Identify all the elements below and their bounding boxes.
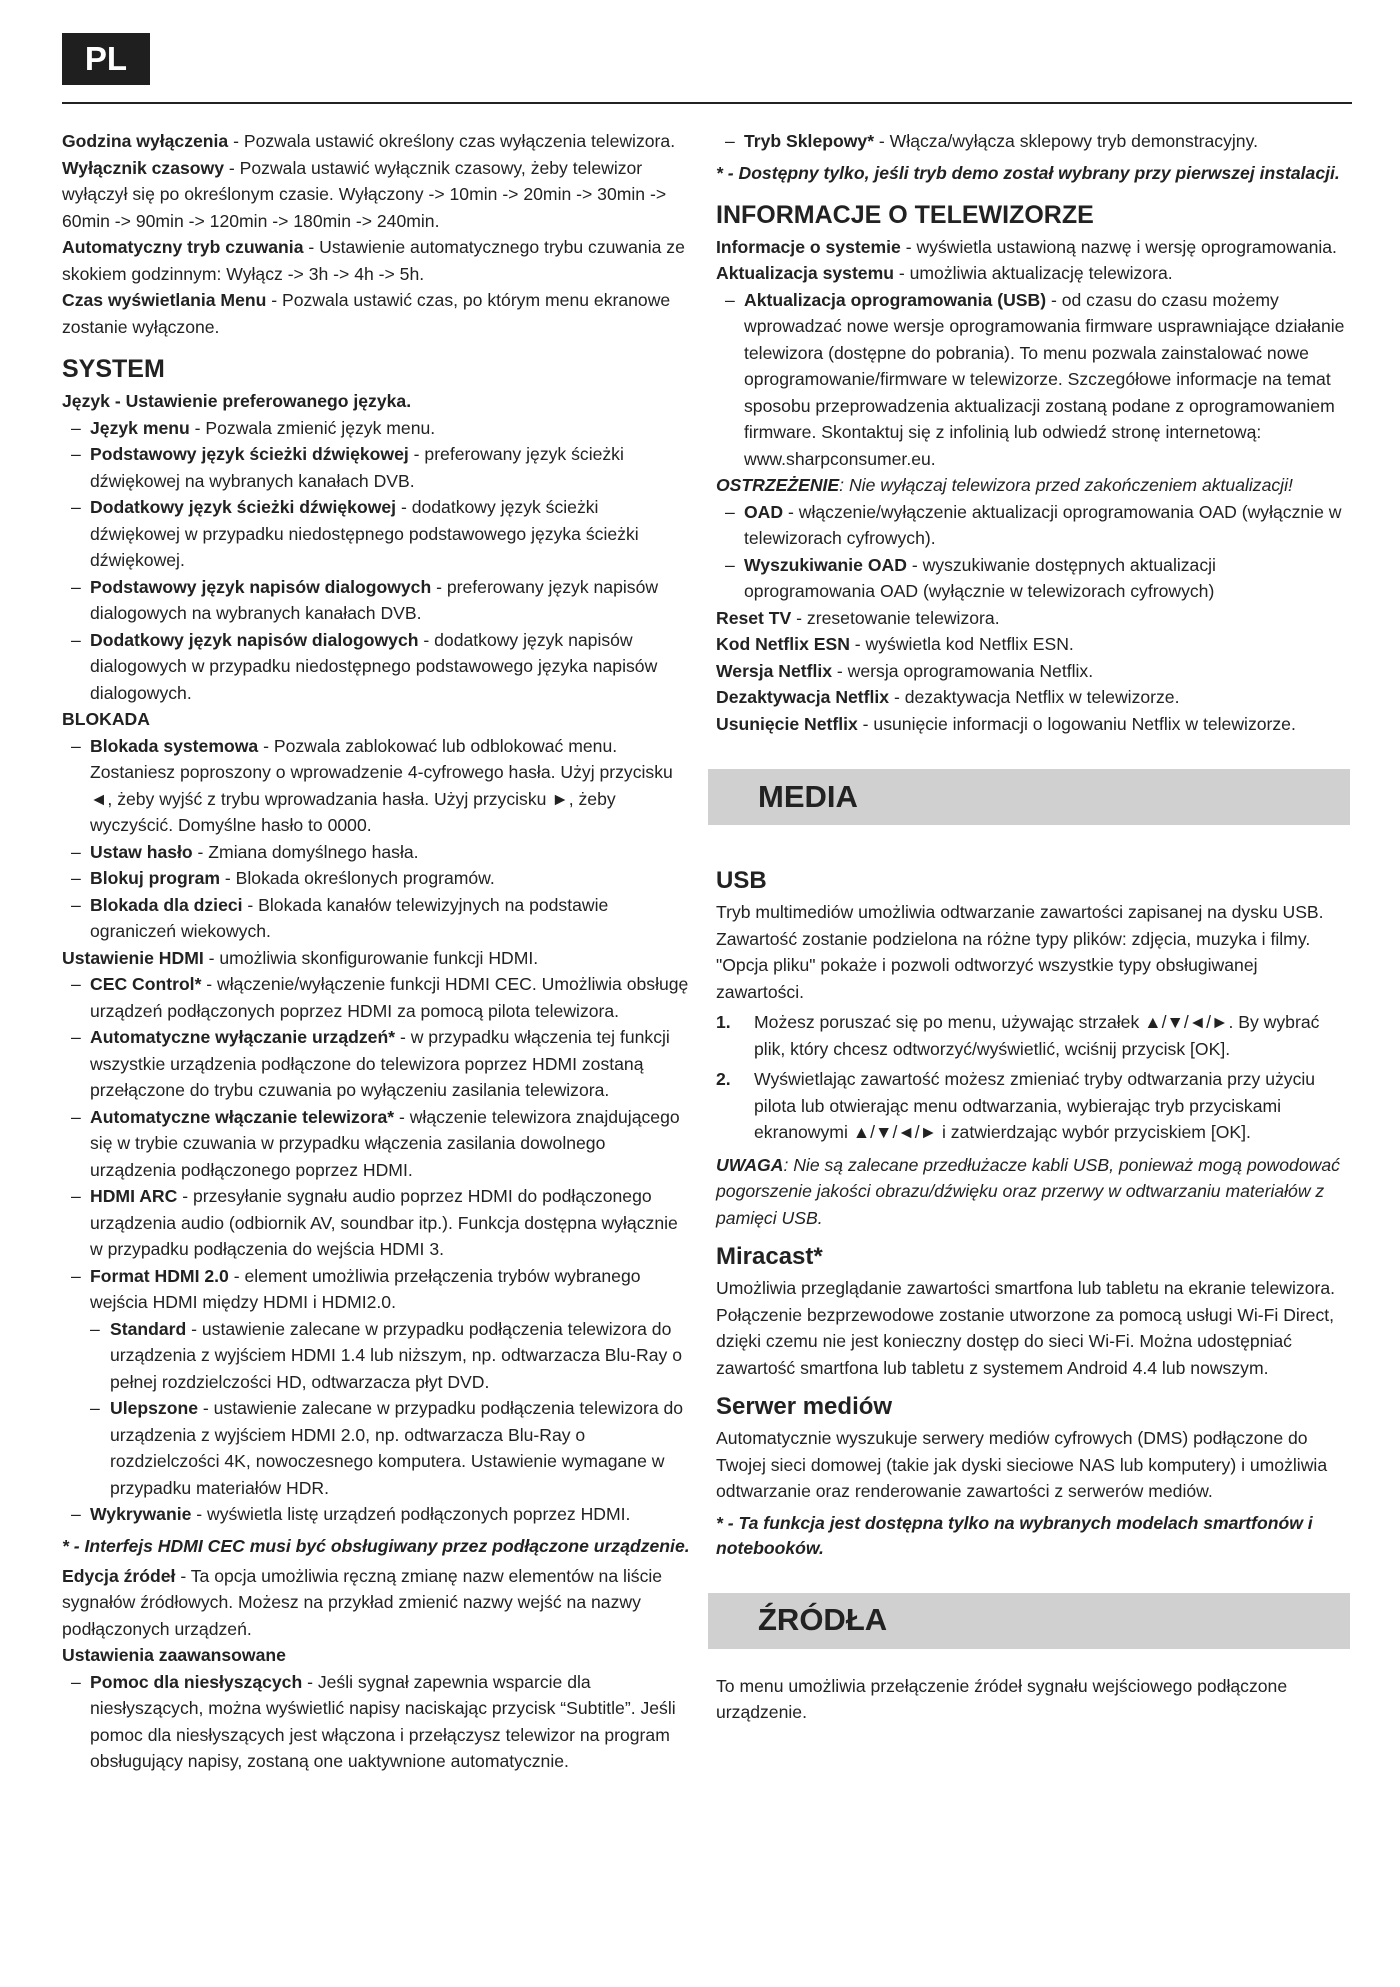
informacje-heading: INFORMACJE O TELEWIZORZE — [716, 200, 1094, 229]
tryb-sklepowy: – Tryb Sklepowy* - Włącza/wyłącza sklepowy tryb demonstracyjny. — [716, 128, 1350, 155]
miracast-text: Umożliwia przeglądanie zawartości smartfona lub tabletu na ekranie telewizora. Połączenie bezprzewodowe zostanie utworzone za pomocą usługi Wi-Fi Direct, dzięki czemu nie jest konieczny dostęp do sieci Wi-Fi. Można udostępniać zawartość smartfona lub tabletu z systemem Android 4.4 lub nowszym. — [716, 1278, 1336, 1378]
hdmi-ulepszone: – Ulepszone - ustawienie zalecane w przypadku podłączenia telewizora do urządzenia z wyjściem HDMI 2.0, np. odtwarzacza Blu-Ray o rozdzielczości 4K, nowoczesnego komputera. Ustawienie wymagane w przypadku materiałów HDR. — [62, 1395, 692, 1501]
format-hdmi-2: – Format HDMI 2.0 - element umożliwia przełączenia trybów wybranego wejścia HDMI między HDMI i HDMI2.0. — [62, 1263, 692, 1316]
kod-netflix-esn: Kod Netflix ESN - wyświetla kod Netflix ESN. — [716, 634, 1074, 654]
system-heading: SYSTEM — [62, 355, 165, 383]
serwer-mediow-text: Automatycznie wyszukuje serwery mediów cyfrowych (DMS) podłączone do Twojej sieci domowej (takie jak dyski sieciowe NAS lub komputery) i umożliwia odtwarzanie oraz renderowanie zawartości z serwerów mediów. — [716, 1428, 1328, 1501]
right-column — [716, 128, 1350, 1726]
wyszukiwanie-oad: – Wyszukiwanie OAD - wyszukiwanie dostępnych aktualizacji oprogramowania OAD (wyłącznie w telewizorach cyfrowych) — [716, 552, 1350, 605]
miracast-heading: Miracast* — [716, 1243, 823, 1270]
reset-tv: Reset TV - zresetowanie telewizora. — [716, 607, 1000, 628]
serwer-note: * - Ta funkcja jest dostępna tylko na wybranych modelach smartfonów i notebooków. — [716, 1512, 1313, 1558]
dezaktywacja-netflix: Dezaktywacja Netflix - dezaktywacja Netflix w telewizorze. — [716, 687, 1180, 707]
usuniecie-netflix: Usunięcie Netflix - usunięcie informacji o logowaniu Netflix w telewizorze. — [716, 713, 1296, 734]
podstawowy-jezyk-napisow: – Podstawowy język napisów dialogowych - preferowany język napisów dialogowych na wybranych kanałach DVB. — [62, 574, 692, 627]
media-banner: MEDIA — [708, 769, 1350, 825]
blokada-systemowa: – Blokada systemowa - Pozwala zablokować lub odblokować menu. Zostaniesz poproszony o wprowadzenie 4-cyfrowego hasła. Użyj przycisku ◄, żeby wyjść z trybu wprowadzania hasła. Użyj przycisku ►, żeby wyczyścić. Domyślne hasło to 0000. — [62, 733, 692, 839]
ustaw-haslo: – Ustaw hasło - Zmiana domyślnego hasła. — [62, 839, 692, 866]
dodatkowy-jezyk-napisow: – Dodatkowy język napisów dialogowych - dodatkowy język napisów dialogowych w przypadku niedostępnego podstawowego języka napisów dialogowych. — [62, 627, 692, 707]
zrodla-text: To menu umożliwia przełączenie źródeł sygnału wejściowego podłączone urządzenie. — [716, 1675, 1288, 1722]
auto-wylaczanie-urzadzen: – Automatyczne wyłączanie urządzeń* - w przypadku włączenia tej funkcji wszystkie urządzenia podłączone do telewizora poprzez HDMI zostaną przełączone do trybu czuwania po wyłączeniu zasilania telewizora. — [62, 1024, 692, 1104]
oad: – OAD - włączenie/wyłączenie aktualizacji oprogramowania OAD (wyłącznie w telewizorach cyfrowych). — [716, 499, 1350, 552]
auto-wlaczanie-telewizora: – Automatyczne włączanie telewizora* - włączenie telewizora znajdującego się w trybie czuwania w przypadku włączenia zasilania dowolnego urządzenia podłączonego poprzez HDMI. — [62, 1104, 692, 1184]
header-rule — [62, 102, 1352, 104]
informacje-o-systemie: Informacje o systemie - wyświetla ustawioną nazwę i wersję oprogramowania. — [716, 236, 1337, 257]
cec-control: – CEC Control* - włączenie/wyłączenie funkcji HDMI CEC. Umożliwia obsługę urządzeń podłączonych poprzez HDMI za pomocą pilota telewizora. — [62, 971, 692, 1024]
hdmi-arc: – HDMI ARC - przesyłanie sygnału audio poprzez HDMI do podłączonego urządzenia audio (odbiornik AV, soundbar itp.). Funkcja dostępna wyłącznie w przypadku podłączenia do wejścia HDMI 3. — [62, 1183, 692, 1263]
usb-step-1: 1. Możesz poruszać się po menu, używając strzałek ▲/▼/◄/►. By wybrać plik, który chcesz odtworzyć/wyświetlić, wciśnij przycisk [OK]. — [716, 1012, 1320, 1059]
ustawienia-zaawansowane-heading: Ustawienia zaawansowane — [62, 1645, 286, 1665]
wylacznik-czasowy: Wyłącznik czasowy - Pozwala ustawić wyłącznik czasowy, żeby telewizor wyłączył się po określonym czasie. Wyłączony -> 10min -> 20min -> 30min -> 60min -> 90min -> 120min -> 180min -> 240min. — [62, 157, 667, 231]
serwer-mediow-heading: Serwer mediów — [716, 1393, 893, 1420]
zrodla-banner: ŹRÓDŁA — [708, 1593, 1350, 1649]
usb-uwaga: UWAGA: Nie są zalecane przedłużacze kabli USB, ponieważ mogą powodować pogorszenie jakości obrazu/dźwięku oraz przerwy w odtwarzaniu materiałów z pamięci USB. — [716, 1154, 1340, 1228]
edycja-zrodel: Edycja źródeł - Ta opcja umożliwia ręczną zmianę nazw elementów na liście sygnałów źródłowych. Możesz na przykład zmienić nazwy wejść na nazwy podłączonych urządzeń. — [62, 1565, 663, 1639]
aktualizacja-systemu: Aktualizacja systemu - umożliwia aktualizację telewizora. — [716, 263, 1173, 283]
demo-note: * - Dostępny tylko, jeśli tryb demo został wybrany przy pierwszej instalacji. — [716, 162, 1340, 183]
usb-text: Tryb multimediów umożliwia odtwarzanie zawartości zapisanej na dysku USB. Zawartość zostanie podzielona na różne typy plików: zdjęcia, muzyka i filmy. "Opcja pliku" pokaże i pozwoli odtworzyć wszystkie typy obsługiwanej zawartości. — [716, 902, 1324, 1002]
aktualizacja-usb: – Aktualizacja oprogramowania (USB) - od czasu do czasu możemy wprowadzać nowe wersje oprogramowania firmware usprawniające działanie telewizora (dostępne do pobrania). To menu pozwala zainstalować nowe oprogramowanie/firmware w telewizorze. Szczegółowe informacje na temat sposobu przeprowadzenia aktualizacji zostaną podane z oprogramowaniem firmware. Skontaktuj się z infolinią lub odwiedź stronę internetową: www.sharpconsumer.eu. — [716, 287, 1350, 473]
podstawowy-jezyk-audio: – Podstawowy język ścieżki dźwiękowej - preferowany język ścieżki dźwiękowej na wybranych kanałach DVB. — [62, 441, 692, 494]
hdmi-standard: – Standard - ustawienie zalecane w przypadku podłączenia telewizora do urządzenia z wyjściem HDMI 1.4 lub niższym, np. odtwarzacza Blu-Ray o pełnej rozdzielczości HD, odtwarzacza płyt DVD. — [62, 1316, 692, 1396]
usb-heading: USB — [716, 867, 767, 894]
language-tag: PL — [62, 33, 150, 85]
left-column — [62, 128, 692, 1775]
ustawienie-hdmi: Ustawienie HDMI - umożliwia skonfigurowanie funkcji HDMI. — [62, 947, 539, 968]
blokada-dla-dzieci: – Blokada dla dzieci - Blokada kanałów telewizyjnych na podstawie ograniczeń wiekowych. — [62, 892, 692, 945]
czas-wyswietlania-menu: Czas wyświetlania Menu - Pozwala ustawić czas, po którym menu ekranowe zostanie wyłączone. — [62, 290, 671, 337]
godzina-wylaczenia: Godzina wyłączenia - Pozwala ustawić określony czas wyłączenia telewizora. — [62, 131, 676, 151]
blokada-heading: BLOKADA — [62, 709, 150, 729]
wykrywanie: – Wykrywanie - wyświetla listę urządzeń podłączonych poprzez HDMI. — [62, 1501, 692, 1528]
ostrzezenie: OSTRZEŻENIE: Nie wyłączaj telewizora przed zakończeniem aktualizacji! — [716, 475, 1293, 495]
jezyk-heading: Język - Ustawienie preferowanego języka. — [62, 391, 412, 411]
dodatkowy-jezyk-audio: – Dodatkowy język ścieżki dźwiękowej - dodatkowy język ścieżki dźwiękowej w przypadku niedostępnego podstawowego języka ścieżki dźwiękowej. — [62, 494, 692, 574]
wersja-netflix: Wersja Netflix - wersja oprogramowania Netflix. — [716, 660, 1094, 681]
cec-note: * - Interfejs HDMI CEC musi być obsługiwany przez podłączone urządzenie. — [62, 1535, 690, 1556]
pomoc-dla-nieslyszacych: – Pomoc dla niesłyszących - Jeśli sygnał zapewnia wsparcie dla niesłyszących, można wyświetlić napisy naciskając przycisk “Subtitle”. Jeśli pomoc dla niesłyszących jest włączona i przełączysz telewizor na program obsługujący napisy, zostaną one uaktywnione automatycznie. — [62, 1669, 692, 1775]
blokuj-program: – Blokuj program - Blokada określonych programów. — [62, 865, 692, 892]
automatyczny-tryb-czuwania: Automatyczny tryb czuwania - Ustawienie automatycznego trybu czuwania ze skokiem godzinnym: Wyłącz -> 3h -> 4h -> 5h. — [62, 237, 685, 284]
jezyk-menu: – Język menu - Pozwala zmienić język menu. — [62, 415, 692, 442]
usb-step-2: 2. Wyświetlając zawartość możesz zmieniać tryby odtwarzania przy użyciu pilota lub otwierając menu odtwarzania, wybierając tryb przyciskami ekranowymi ▲/▼/◄/► i zatwierdzając wybór przyciskiem [OK]. — [716, 1069, 1316, 1142]
